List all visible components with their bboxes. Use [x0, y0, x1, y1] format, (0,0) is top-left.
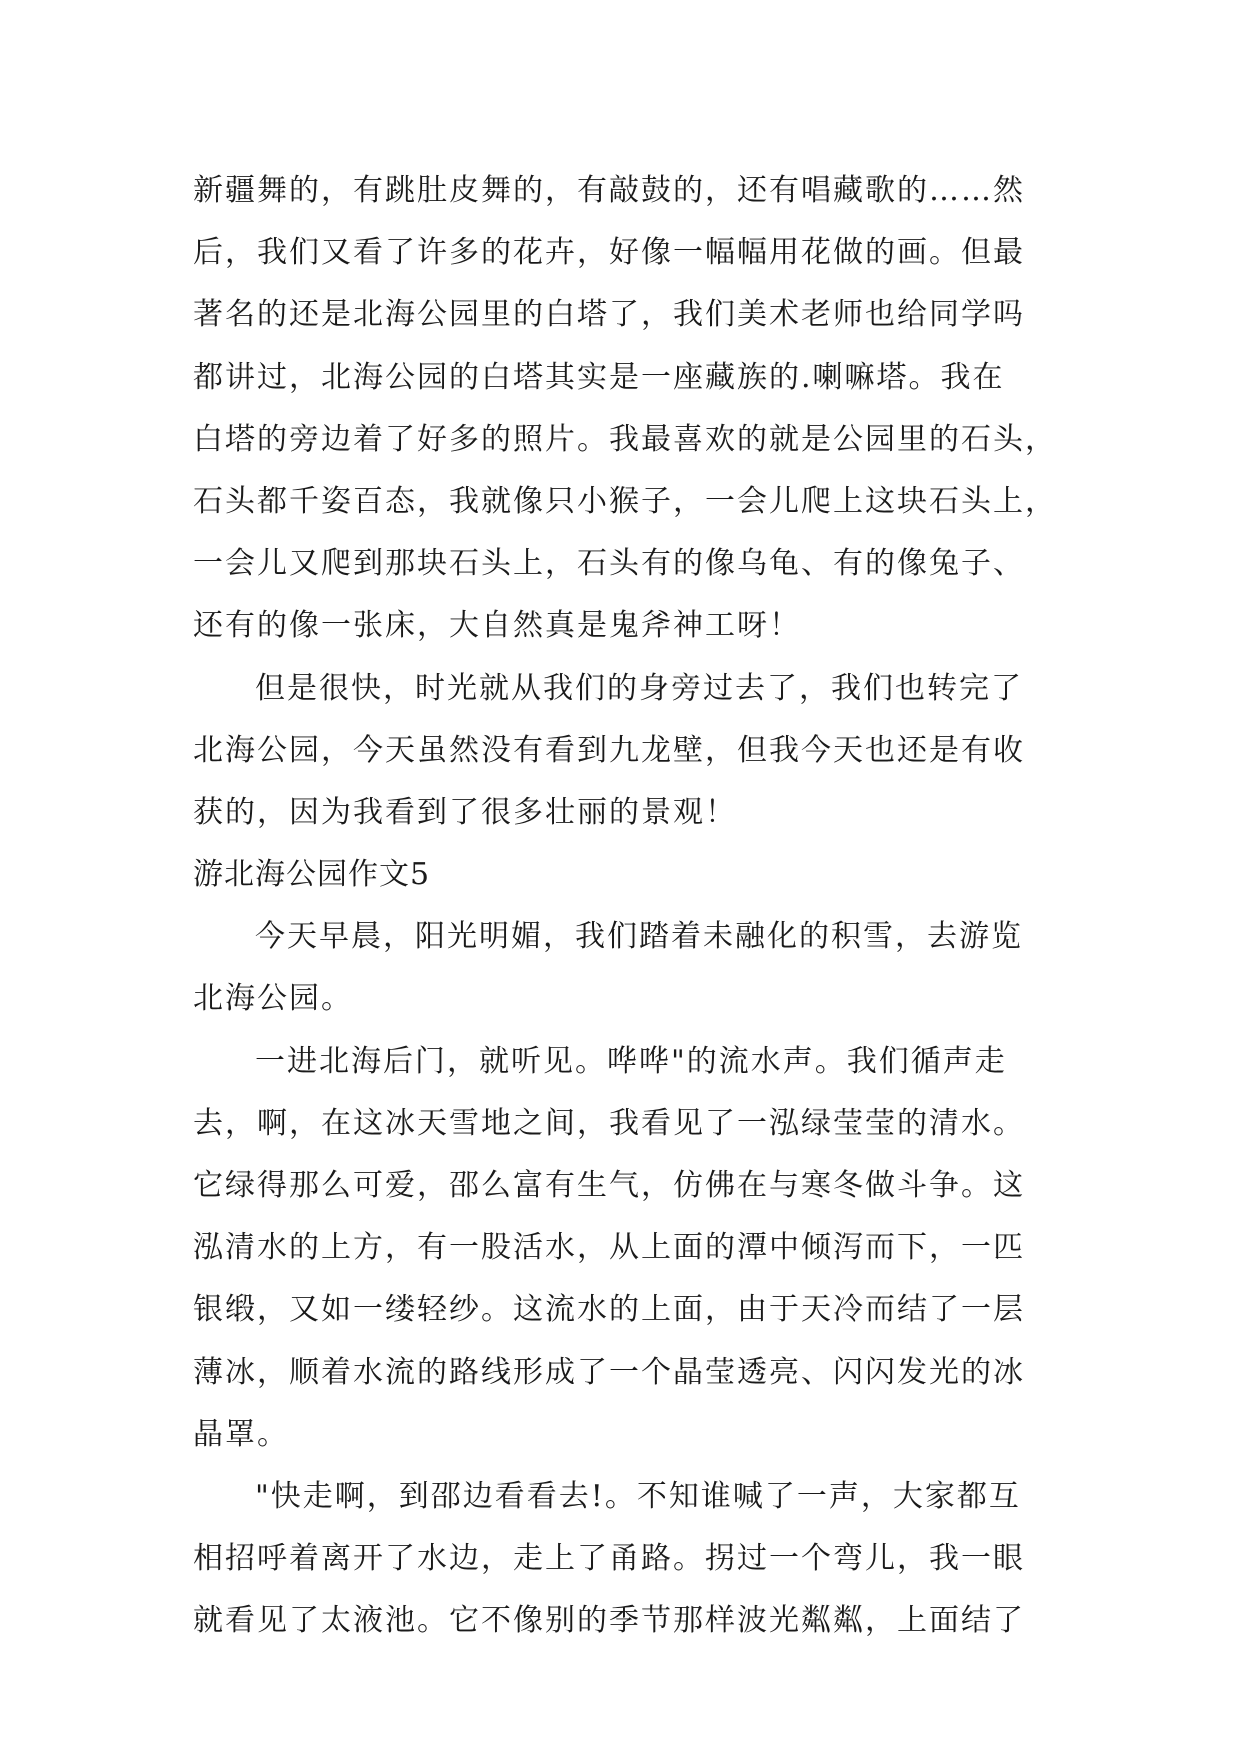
text-line: 晶罩。 [193, 1416, 289, 1452]
article-body [193, 160, 1063, 1653]
text-line: 相招呼着离开了水边，走上了甬路。拐过一个弯儿，我一眼 [193, 1541, 1025, 1577]
text-line: 一会儿又爬到那块石头上，石头有的像乌龟、有的像兔子、 [193, 546, 1025, 582]
text-line: 北海公园。 [193, 981, 353, 1017]
text-line: 它绿得那么可爱，邵么富有生气，仿佛在与寒冬做斗争。这 [193, 1168, 1025, 1203]
text-line: 新疆舞的，有跳肚皮舞的，有敲鼓的，还有唱藏歌的……然 [193, 173, 1025, 208]
paragraph-first-line: 一进北海后门，就听见。哗哗"的流水声。我们循声走 [255, 1043, 1007, 1079]
text-line: 白塔的旁边着了好多的照片。我最喜欢的就是公园里的石头， [193, 421, 1057, 457]
text-line: 泓清水的上方，有一股活水，从上面的潭中倾泻而下，一匹 [193, 1230, 1025, 1266]
text-line: 著名的还是北海公园里的白塔了，我们美术老师也给同学吗 [193, 297, 1025, 333]
text-line: 银缎，又如一缕轻纱。这流水的上面，由于天冷而结了一层 [193, 1292, 1025, 1328]
text-line: 还有的像一张床，大自然真是鬼斧神工呀！ [193, 608, 801, 644]
paragraph-first-line: 今天早晨，阳光明媚，我们踏着未融化的积雪，去游览 [255, 919, 1023, 955]
text-line: 薄冰，顺着水流的路线形成了一个晶莹透亮、闪闪发光的冰 [193, 1354, 1025, 1390]
text-line: 获的，因为我看到了很多壮丽的景观！ [193, 794, 737, 830]
paragraph-first-line: "快走啊，到邵边看看去!。不知谁喊了一声，大家都互 [255, 1478, 1021, 1514]
text-line: 就看见了太液池。它不像别的季节那样波光粼粼，上面结了 [193, 1603, 1025, 1639]
section-heading: 游北海公园作文5 [193, 857, 431, 893]
text-line: 北海公园，今天虽然没有看到九龙壁，但我今天也还是有收 [193, 732, 1025, 768]
text-line: 石头都千姿百态，我就像只小猴子，一会儿爬上这块石头上， [193, 483, 1057, 519]
paragraph-first-line: 但是很快，时光就从我们的身旁过去了，我们也转完了 [255, 670, 1023, 706]
text-line: 都讲过，北海公园的白塔其实是一座藏族的.喇嘛塔。我在 [193, 359, 1005, 395]
text-line: 后，我们又看了许多的花卉，好像一幅幅用花做的画。但最 [193, 235, 1025, 271]
text-line: 去，啊，在这冰天雪地之间，我看见了一泓绿莹莹的清水。 [193, 1105, 1025, 1141]
